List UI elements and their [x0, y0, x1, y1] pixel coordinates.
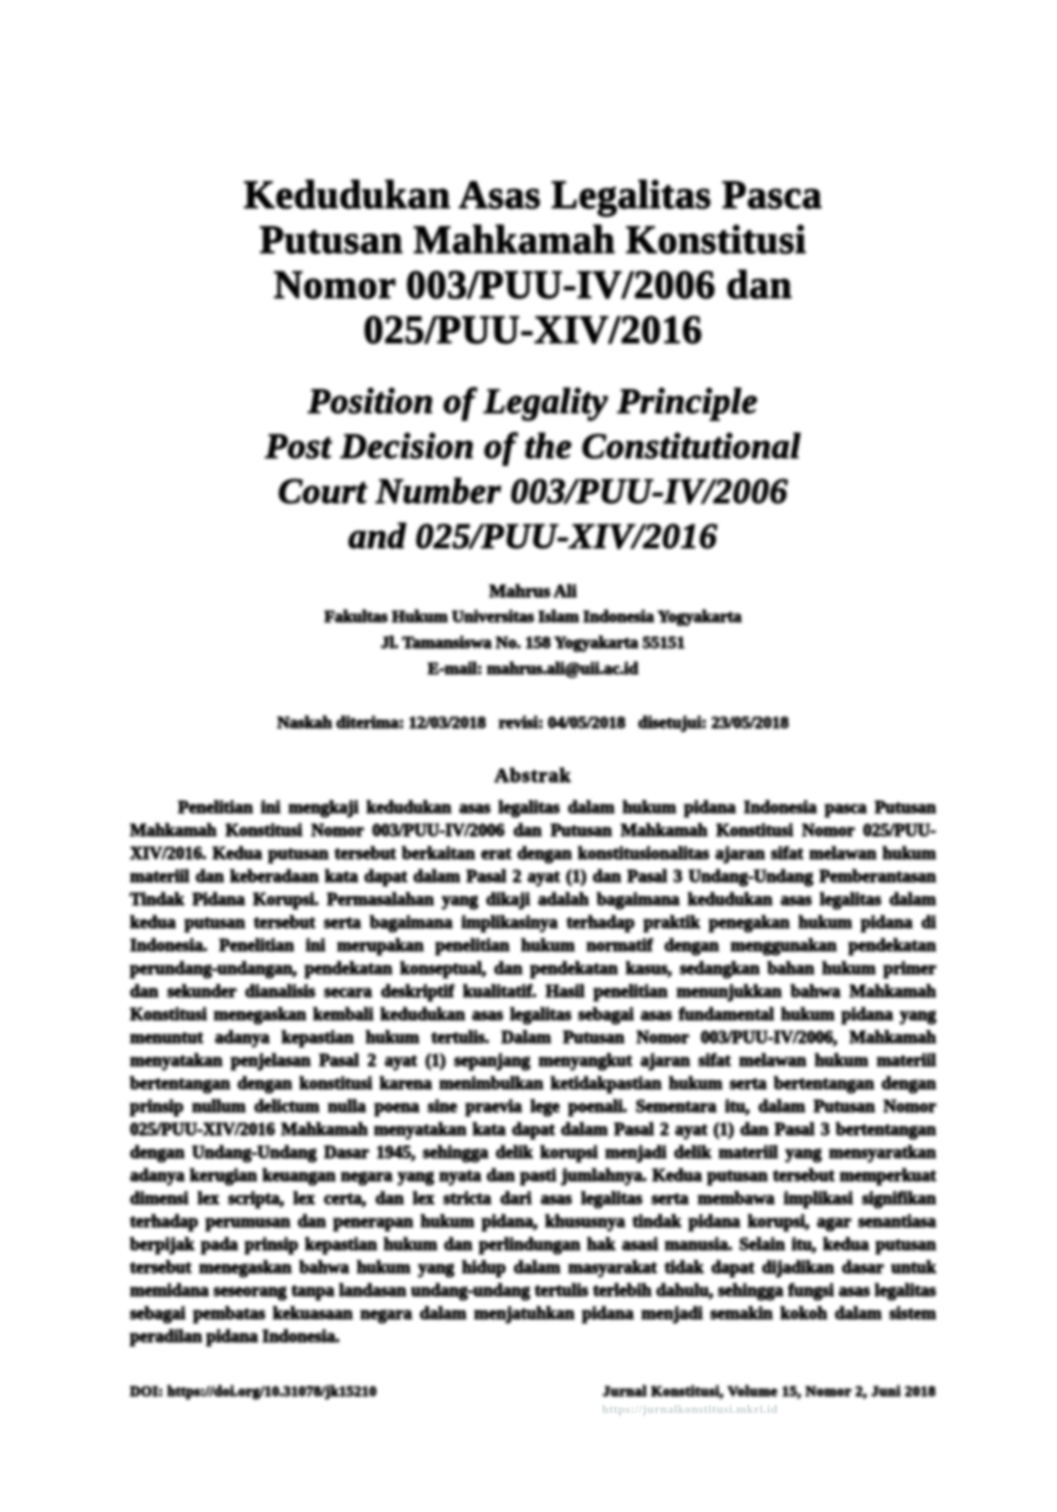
- footer-journal-info: Jurnal Konstitusi, Volume 15, Nomor 2, Juni 2018: [602, 1384, 936, 1400]
- title-id-line-3: Nomor 003/PUU-IV/2006 dan: [273, 262, 793, 307]
- abstract-body: Penelitian ini mengkaji kedudukan asas legalitas dalam hukum pidana Indonesia pasca Putusan Mahkamah Konstitusi Nomor 003/PUU-IV/2006 dan Putusan Mahkamah Konstitusi Nomor 025/PUU-XIV/2016. Kedua putusan tersebut berkaitan erat dengan konstitusionalitas ajaran sifat melawan hukum materiil dan keberadaan kata dapat dalam Pasal 2 ayat (1) dan Pasal 3 Undang-Undang Pemberantasan Tindak Pidana Korupsi. Permasalahan yang dikaji adalah bagaimana kedudukan asas legalitas dalam kedua putusan tersebut serta bagaimana implikasinya terhadap praktik penegakan hukum pidana di Indonesia. Penelitian ini merupakan penelitian hukum normatif dengan menggunakan pendekatan perundang-undangan, pendekatan konseptual, dan pendekatan kasus, sedangkan bahan hukum primer dan sekunder dianalisis secara deskriptif kualitatif. Hasil penelitian menunjukkan bahwa Mahkamah Konstitusi menegaskan kembali kedudukan asas legalitas sebagai asas fundamental hukum pidana yang menuntut adanya kepastian hukum tertulis. Dalam Putusan Nomor 003/PUU-IV/2006, Mahkamah menyatakan penjelasan Pasal 2 ayat (1) sepanjang menyangkut ajaran sifat melawan hukum materiil bertentangan dengan konstitusi karena menimbulkan ketidakpastian hukum serta bertentangan dengan prinsip nullum delictum nulla poena sine praevia lege poenali. Sementara itu, dalam Putusan Nomor 025/PUU-XIV/2016 Mahkamah menyatakan kata dapat dalam Pasal 2 ayat (1) dan Pasal 3 bertentangan dengan Undang-Undang Dasar 1945, sehingga delik korupsi menjadi delik materiil yang mensyaratkan adanya kerugian keuangan negara yang nyata dan pasti jumlahnya. Kedua putusan tersebut memperkuat dimensi lex scripta, lex certa, dan lex stricta dari asas legalitas serta membawa implikasi signifikan terhadap perumusan dan penerapan hukum pidana, khususnya tindak pidana korupsi, agar senantiasa berpijak pada prinsip kepastian hukum dan perlindungan hak asasi manusia. Selain itu, kedua putusan tersebut menegaskan bahwa hukum yang hidup dalam masyarakat tidak dapat dijadikan dasar untuk memidana seseorang tanpa landasan undang-undang tertulis terlebih dahulu, sehingga fungsi asas legalitas sebagai pembatas kekuasaan negara dalam menjatuhkan pidana menjadi semakin kokoh dalam sistem peradilan pidana Indonesia.: [130, 797, 936, 1346]
- title-en-line-3: Court Number 003/PUU-IV/2006: [277, 471, 789, 511]
- title-en-line-1: Position of Legality Principle: [308, 381, 758, 421]
- title-id-line-2: Putusan Mahkamah Konstitusi: [259, 217, 807, 262]
- manuscript-history: Naskah diterima: 12/03/2018 revisi: 04/05/2018 disetujui: 23/05/2018: [277, 713, 789, 732]
- title-en-line-2: Post Decision of the Constitutional: [265, 426, 801, 466]
- author-affiliation: Fakultas Hukum Universitas Islam Indonesia Yogyakarta: [324, 607, 742, 626]
- author-name: Mahrus Ali: [489, 581, 577, 601]
- footer-doi: DOI: https://doi.org/10.31078/jk15210: [130, 1384, 377, 1400]
- article-title-english: [130, 379, 936, 559]
- title-en-line-4: and 025/PUU-XIV/2016: [348, 516, 718, 556]
- author-block: [130, 578, 936, 682]
- footer-journal-url: https://jurnalkonstitusi.mkri.id: [601, 1402, 779, 1416]
- abstract-heading: Abstrak: [494, 765, 572, 787]
- author-address: Jl. Tamansiswa No. 158 Yogyakarta 55151: [381, 633, 685, 652]
- title-id-line-4: 025/PUU-XIV/2016: [363, 307, 703, 352]
- title-id-line-1: Kedudukan Asas Legalitas Pasca: [243, 172, 823, 217]
- article-title-indonesian: [130, 172, 936, 352]
- author-email: E-mail: mahrus.ali@uii.ac.id: [427, 659, 639, 678]
- content-column: [130, 0, 936, 1512]
